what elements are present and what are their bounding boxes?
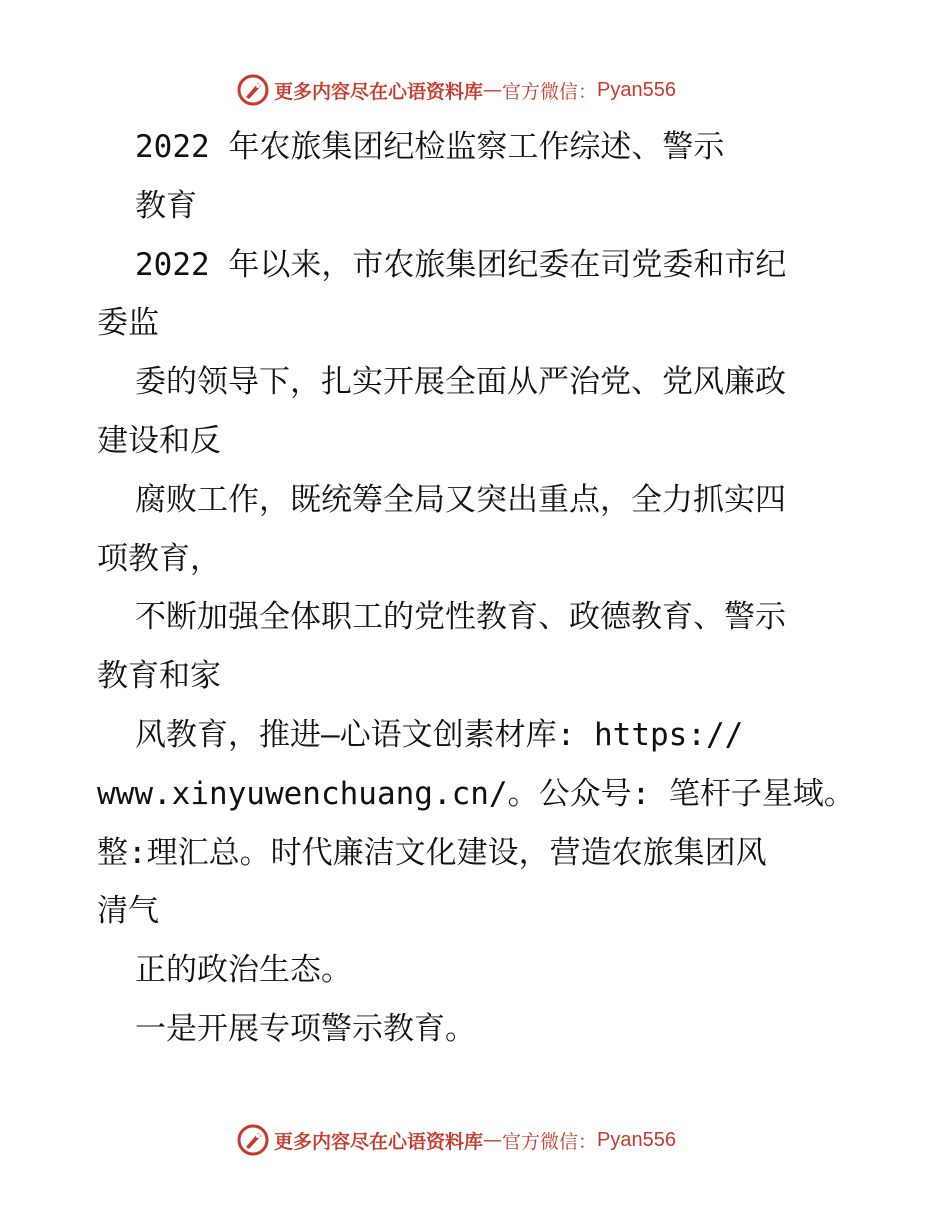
paragraph-line: 委的领导下，扎实开展全面从严治党、党风廉政 xyxy=(135,364,786,401)
paragraph-line: 正的政治生态。 xyxy=(135,952,352,989)
banner-dash: — xyxy=(483,1129,503,1151)
paragraph-line: 建设和反 xyxy=(97,422,221,459)
pen-nib-logo-icon xyxy=(236,73,270,107)
banner-wechat-id: Pyan556 xyxy=(597,78,676,101)
banner-wechat-label: 官方微信： xyxy=(502,1130,598,1153)
paragraph-line: 清气 xyxy=(97,893,159,930)
paragraph-line: 教育和家 xyxy=(97,658,221,695)
document-title-line-2: 教育 xyxy=(135,187,197,224)
banner-dash: — xyxy=(483,79,503,101)
banner-main-text: 更多内容尽在心语资料库 xyxy=(274,1130,484,1153)
footer-watermark-banner xyxy=(236,1122,676,1158)
paragraph-line: 2022 年以来，市农旅集团纪委在司党委和市纪 xyxy=(135,246,787,283)
document-body xyxy=(97,118,877,1059)
paragraph-line: 项教育， xyxy=(97,540,221,577)
paragraph-line: 风教育，推进—心语文创素材库: https:// xyxy=(135,716,744,753)
section-heading-line: 一是开展专项警示教育。 xyxy=(135,1010,476,1047)
banner-wechat-id: Pyan556 xyxy=(597,1128,676,1151)
paragraph-line: www.xinyuwenchuang.cn/。公众号: 笔杆子星域。 xyxy=(97,775,855,812)
paragraph-line: 整:理汇总。时代廉洁文化建设，营造农旅集团风 xyxy=(97,834,767,871)
paragraph-line: 不断加强全体职工的党性教育、政德教育、警示 xyxy=(135,599,786,636)
document-title-line-1: 2022 年农旅集团纪检监察工作综述、警示 xyxy=(135,129,725,165)
banner-main-text: 更多内容尽在心语资料库 xyxy=(274,80,484,103)
header-watermark-banner xyxy=(236,72,676,108)
paragraph-line: 委监 xyxy=(97,305,159,342)
banner-wechat-label: 官方微信： xyxy=(502,80,598,103)
pen-nib-logo-icon xyxy=(236,1123,270,1157)
paragraph-line: 腐败工作，既统筹全局又突出重点，全力抓实四 xyxy=(135,481,786,518)
